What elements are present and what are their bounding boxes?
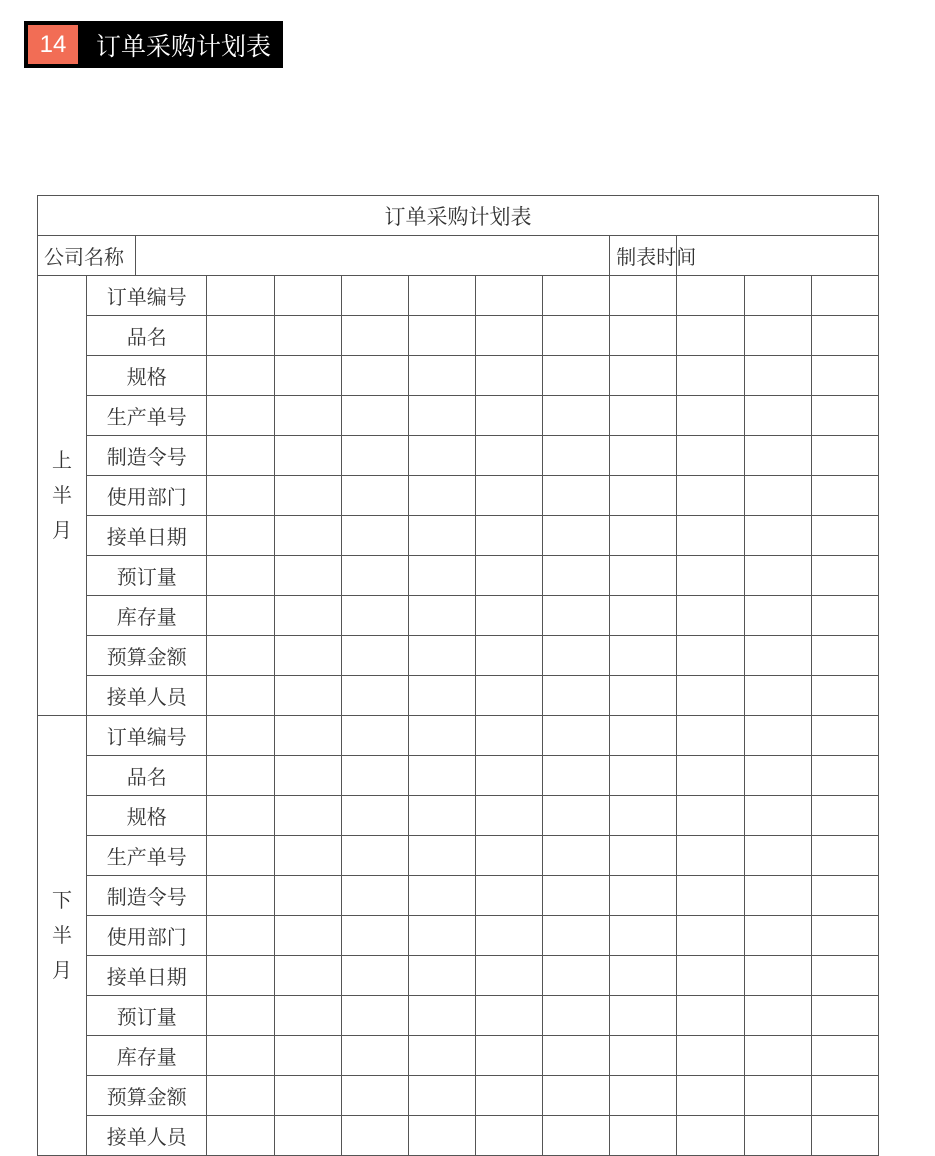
data-cell[interactable] bbox=[475, 636, 542, 676]
data-cell[interactable] bbox=[811, 516, 878, 556]
data-cell[interactable] bbox=[610, 796, 677, 836]
data-cell[interactable] bbox=[543, 716, 610, 756]
data-cell[interactable] bbox=[677, 796, 744, 836]
data-cell[interactable] bbox=[744, 556, 811, 596]
data-cell[interactable] bbox=[408, 676, 475, 716]
data-cell[interactable] bbox=[744, 1116, 811, 1156]
data-cell[interactable] bbox=[744, 276, 811, 316]
data-cell[interactable] bbox=[341, 356, 408, 396]
data-cell[interactable] bbox=[610, 676, 677, 716]
data-cell[interactable] bbox=[274, 756, 341, 796]
data-cell[interactable] bbox=[341, 596, 408, 636]
data-cell[interactable] bbox=[274, 476, 341, 516]
data-cell[interactable] bbox=[408, 1036, 475, 1076]
data-cell[interactable] bbox=[811, 956, 878, 996]
first-half-label: 上半月 bbox=[52, 448, 73, 542]
data-cell[interactable] bbox=[341, 436, 408, 476]
data-cell[interactable] bbox=[744, 916, 811, 956]
data-cell[interactable] bbox=[610, 636, 677, 676]
data-cell[interactable] bbox=[341, 756, 408, 796]
data-cell[interactable] bbox=[543, 956, 610, 996]
data-cell[interactable] bbox=[207, 836, 274, 876]
data-cell[interactable] bbox=[475, 956, 542, 996]
table-title: 订单采购计划表 bbox=[38, 196, 879, 236]
data-cell[interactable] bbox=[811, 1076, 878, 1116]
data-cell[interactable] bbox=[475, 716, 542, 756]
data-cell[interactable] bbox=[543, 276, 610, 316]
second-half-row bbox=[38, 796, 879, 836]
data-cell[interactable] bbox=[811, 276, 878, 316]
data-cell[interactable] bbox=[811, 796, 878, 836]
section-header bbox=[24, 21, 283, 68]
data-cell[interactable] bbox=[475, 596, 542, 636]
data-cell[interactable] bbox=[744, 876, 811, 916]
data-cell[interactable] bbox=[207, 756, 274, 796]
data-cell[interactable] bbox=[610, 476, 677, 516]
data-cell[interactable] bbox=[543, 996, 610, 1036]
data-cell[interactable] bbox=[677, 396, 744, 436]
data-cell[interactable] bbox=[408, 876, 475, 916]
data-cell[interactable] bbox=[475, 996, 542, 1036]
data-cell[interactable] bbox=[274, 1036, 341, 1076]
data-cell[interactable] bbox=[811, 676, 878, 716]
first-half-row bbox=[38, 596, 879, 636]
field-label: 品名 bbox=[87, 756, 207, 796]
title-row bbox=[38, 196, 879, 236]
data-cell[interactable] bbox=[677, 916, 744, 956]
field-label: 预订量 bbox=[87, 996, 207, 1036]
data-cell[interactable] bbox=[811, 356, 878, 396]
second-half-row bbox=[38, 1076, 879, 1116]
data-cell[interactable] bbox=[811, 636, 878, 676]
first-half-row bbox=[38, 436, 879, 476]
data-cell[interactable] bbox=[543, 836, 610, 876]
first-half-row bbox=[38, 636, 879, 676]
first-half-row bbox=[38, 316, 879, 356]
data-cell[interactable] bbox=[543, 1036, 610, 1076]
data-cell[interactable] bbox=[811, 436, 878, 476]
field-label: 生产单号 bbox=[87, 396, 207, 436]
data-cell[interactable] bbox=[610, 1036, 677, 1076]
data-cell[interactable] bbox=[207, 956, 274, 996]
data-cell[interactable] bbox=[274, 436, 341, 476]
field-label: 订单编号 bbox=[87, 276, 207, 316]
data-cell[interactable] bbox=[677, 716, 744, 756]
data-cell[interactable] bbox=[677, 1076, 744, 1116]
data-cell[interactable] bbox=[408, 756, 475, 796]
data-cell[interactable] bbox=[341, 1116, 408, 1156]
first-half-row bbox=[38, 676, 879, 716]
data-cell[interactable] bbox=[341, 556, 408, 596]
data-cell[interactable] bbox=[408, 396, 475, 436]
field-label: 使用部门 bbox=[87, 916, 207, 956]
data-cell[interactable] bbox=[475, 316, 542, 356]
data-cell[interactable] bbox=[274, 676, 341, 716]
data-cell[interactable] bbox=[341, 716, 408, 756]
first-half-label-cell bbox=[38, 276, 87, 716]
data-cell[interactable] bbox=[811, 756, 878, 796]
first-half-row bbox=[38, 276, 879, 316]
data-cell[interactable] bbox=[475, 836, 542, 876]
data-cell[interactable] bbox=[744, 436, 811, 476]
data-cell[interactable] bbox=[677, 756, 744, 796]
data-cell[interactable] bbox=[341, 396, 408, 436]
data-cell[interactable] bbox=[744, 716, 811, 756]
data-cell[interactable] bbox=[207, 396, 274, 436]
data-cell[interactable] bbox=[408, 636, 475, 676]
data-cell[interactable] bbox=[744, 1076, 811, 1116]
second-half-label-cell bbox=[38, 716, 87, 1156]
data-cell[interactable] bbox=[341, 876, 408, 916]
company-name-cell[interactable] bbox=[136, 236, 610, 276]
field-label: 使用部门 bbox=[87, 476, 207, 516]
data-cell[interactable] bbox=[811, 556, 878, 596]
second-half-row bbox=[38, 836, 879, 876]
data-cell[interactable] bbox=[744, 1036, 811, 1076]
data-cell[interactable] bbox=[811, 476, 878, 516]
data-cell[interactable] bbox=[677, 836, 744, 876]
data-cell[interactable] bbox=[207, 1036, 274, 1076]
data-cell[interactable] bbox=[408, 476, 475, 516]
data-cell[interactable] bbox=[610, 716, 677, 756]
data-cell[interactable] bbox=[811, 396, 878, 436]
data-cell[interactable] bbox=[677, 996, 744, 1036]
data-cell[interactable] bbox=[408, 356, 475, 396]
data-cell[interactable] bbox=[677, 516, 744, 556]
data-cell[interactable] bbox=[677, 556, 744, 596]
field-label: 接单人员 bbox=[87, 676, 207, 716]
data-cell[interactable] bbox=[341, 516, 408, 556]
data-cell[interactable] bbox=[274, 836, 341, 876]
field-label: 预订量 bbox=[87, 556, 207, 596]
data-cell[interactable] bbox=[543, 676, 610, 716]
second-half-row bbox=[38, 716, 879, 756]
data-cell[interactable] bbox=[475, 676, 542, 716]
data-cell[interactable] bbox=[341, 1036, 408, 1076]
data-cell[interactable] bbox=[610, 396, 677, 436]
data-cell[interactable] bbox=[207, 636, 274, 676]
data-cell[interactable] bbox=[543, 796, 610, 836]
data-cell[interactable] bbox=[543, 436, 610, 476]
info-row bbox=[38, 236, 879, 276]
data-cell[interactable] bbox=[207, 1076, 274, 1116]
data-cell[interactable] bbox=[408, 716, 475, 756]
data-cell[interactable] bbox=[744, 316, 811, 356]
data-cell[interactable] bbox=[341, 316, 408, 356]
data-cell[interactable] bbox=[274, 596, 341, 636]
data-cell[interactable] bbox=[207, 876, 274, 916]
data-cell[interactable] bbox=[811, 596, 878, 636]
data-cell[interactable] bbox=[543, 596, 610, 636]
data-cell[interactable] bbox=[744, 836, 811, 876]
data-cell[interactable] bbox=[274, 716, 341, 756]
data-cell[interactable] bbox=[207, 596, 274, 636]
data-cell[interactable] bbox=[543, 396, 610, 436]
data-cell[interactable] bbox=[677, 596, 744, 636]
second-half-label: 下半月 bbox=[52, 888, 73, 982]
data-cell[interactable] bbox=[811, 996, 878, 1036]
first-half-row bbox=[38, 516, 879, 556]
data-cell[interactable] bbox=[610, 876, 677, 916]
data-cell[interactable] bbox=[408, 1076, 475, 1116]
field-label: 规格 bbox=[87, 356, 207, 396]
data-cell[interactable] bbox=[207, 356, 274, 396]
data-cell[interactable] bbox=[408, 1116, 475, 1156]
field-label: 接单人员 bbox=[87, 1116, 207, 1156]
data-cell[interactable] bbox=[475, 356, 542, 396]
field-label: 预算金额 bbox=[87, 1076, 207, 1116]
order-purchase-plan-table bbox=[37, 195, 879, 1156]
data-cell[interactable] bbox=[543, 1116, 610, 1156]
data-cell[interactable] bbox=[610, 956, 677, 996]
data-cell[interactable] bbox=[274, 516, 341, 556]
data-cell[interactable] bbox=[274, 396, 341, 436]
data-cell[interactable] bbox=[475, 756, 542, 796]
data-cell[interactable] bbox=[543, 636, 610, 676]
data-cell[interactable] bbox=[744, 996, 811, 1036]
field-label: 制造令号 bbox=[87, 436, 207, 476]
data-cell[interactable] bbox=[811, 716, 878, 756]
second-half-row bbox=[38, 916, 879, 956]
data-cell[interactable] bbox=[341, 996, 408, 1036]
data-cell[interactable] bbox=[408, 596, 475, 636]
data-cell[interactable] bbox=[475, 1076, 542, 1116]
data-cell[interactable] bbox=[408, 276, 475, 316]
data-cell[interactable] bbox=[274, 876, 341, 916]
field-label: 库存量 bbox=[87, 1036, 207, 1076]
data-cell[interactable] bbox=[274, 356, 341, 396]
data-cell[interactable] bbox=[543, 556, 610, 596]
data-cell[interactable] bbox=[610, 1076, 677, 1116]
data-cell[interactable] bbox=[677, 356, 744, 396]
data-cell[interactable] bbox=[744, 516, 811, 556]
data-cell[interactable] bbox=[610, 316, 677, 356]
data-cell[interactable] bbox=[543, 756, 610, 796]
data-cell[interactable] bbox=[274, 796, 341, 836]
data-cell[interactable] bbox=[341, 796, 408, 836]
data-cell[interactable] bbox=[475, 916, 542, 956]
data-cell[interactable] bbox=[677, 636, 744, 676]
data-cell[interactable] bbox=[408, 796, 475, 836]
data-cell[interactable] bbox=[610, 556, 677, 596]
data-cell[interactable] bbox=[744, 596, 811, 636]
data-cell[interactable] bbox=[207, 676, 274, 716]
data-cell[interactable] bbox=[610, 276, 677, 316]
second-half-row bbox=[38, 756, 879, 796]
data-cell[interactable] bbox=[543, 876, 610, 916]
first-half-row bbox=[38, 396, 879, 436]
data-cell[interactable] bbox=[475, 1116, 542, 1156]
data-cell[interactable] bbox=[811, 876, 878, 916]
data-cell[interactable] bbox=[408, 956, 475, 996]
data-cell[interactable] bbox=[207, 316, 274, 356]
first-half-row bbox=[38, 476, 879, 516]
company-name-label: 公司名称 bbox=[38, 236, 136, 276]
data-cell[interactable] bbox=[408, 996, 475, 1036]
data-cell[interactable] bbox=[341, 676, 408, 716]
second-half-row bbox=[38, 996, 879, 1036]
data-cell[interactable] bbox=[475, 396, 542, 436]
data-cell[interactable] bbox=[677, 876, 744, 916]
data-cell[interactable] bbox=[744, 956, 811, 996]
data-cell[interactable] bbox=[341, 1076, 408, 1116]
data-cell[interactable] bbox=[543, 916, 610, 956]
data-cell[interactable] bbox=[543, 316, 610, 356]
data-cell[interactable] bbox=[341, 836, 408, 876]
data-cell[interactable] bbox=[408, 316, 475, 356]
data-cell[interactable] bbox=[811, 836, 878, 876]
data-cell[interactable] bbox=[610, 756, 677, 796]
field-label: 库存量 bbox=[87, 596, 207, 636]
first-half-row bbox=[38, 556, 879, 596]
data-cell[interactable] bbox=[744, 476, 811, 516]
date-label: 制表时间 bbox=[610, 236, 677, 276]
data-cell[interactable] bbox=[408, 836, 475, 876]
data-cell[interactable] bbox=[744, 796, 811, 836]
field-label: 订单编号 bbox=[87, 716, 207, 756]
data-cell[interactable] bbox=[341, 276, 408, 316]
data-cell[interactable] bbox=[475, 876, 542, 916]
data-cell[interactable] bbox=[207, 436, 274, 476]
data-cell[interactable] bbox=[744, 396, 811, 436]
data-cell[interactable] bbox=[207, 996, 274, 1036]
data-cell[interactable] bbox=[610, 596, 677, 636]
data-cell[interactable] bbox=[677, 276, 744, 316]
data-cell[interactable] bbox=[408, 516, 475, 556]
data-cell[interactable] bbox=[274, 996, 341, 1036]
data-cell[interactable] bbox=[744, 356, 811, 396]
field-label: 规格 bbox=[87, 796, 207, 836]
data-cell[interactable] bbox=[610, 1116, 677, 1156]
data-cell[interactable] bbox=[408, 556, 475, 596]
data-cell[interactable] bbox=[475, 436, 542, 476]
data-cell[interactable] bbox=[744, 676, 811, 716]
data-cell[interactable] bbox=[274, 1116, 341, 1156]
data-cell[interactable] bbox=[341, 956, 408, 996]
field-label: 生产单号 bbox=[87, 836, 207, 876]
data-cell[interactable] bbox=[811, 916, 878, 956]
data-cell[interactable] bbox=[475, 556, 542, 596]
data-cell[interactable] bbox=[475, 1036, 542, 1076]
data-cell[interactable] bbox=[677, 1116, 744, 1156]
data-cell[interactable] bbox=[207, 276, 274, 316]
data-cell[interactable] bbox=[274, 956, 341, 996]
data-cell[interactable] bbox=[274, 916, 341, 956]
second-half-row bbox=[38, 876, 879, 916]
data-cell[interactable] bbox=[207, 796, 274, 836]
data-cell[interactable] bbox=[207, 916, 274, 956]
data-cell[interactable] bbox=[744, 636, 811, 676]
second-half-row bbox=[38, 1036, 879, 1076]
second-half-row bbox=[38, 956, 879, 996]
data-cell[interactable] bbox=[543, 516, 610, 556]
date-cell[interactable] bbox=[677, 236, 879, 276]
data-cell[interactable] bbox=[475, 276, 542, 316]
field-label: 品名 bbox=[87, 316, 207, 356]
field-label: 制造令号 bbox=[87, 876, 207, 916]
data-cell[interactable] bbox=[207, 516, 274, 556]
data-cell[interactable] bbox=[207, 476, 274, 516]
data-cell[interactable] bbox=[677, 956, 744, 996]
data-cell[interactable] bbox=[677, 316, 744, 356]
data-cell[interactable] bbox=[475, 476, 542, 516]
second-half-row bbox=[38, 1116, 879, 1156]
data-cell[interactable] bbox=[341, 636, 408, 676]
data-cell[interactable] bbox=[610, 916, 677, 956]
data-cell[interactable] bbox=[543, 1076, 610, 1116]
data-cell[interactable] bbox=[677, 676, 744, 716]
data-cell[interactable] bbox=[610, 436, 677, 476]
data-cell[interactable] bbox=[677, 476, 744, 516]
data-cell[interactable] bbox=[475, 796, 542, 836]
data-cell[interactable] bbox=[744, 756, 811, 796]
section-number-badge: 14 bbox=[28, 25, 78, 64]
first-half-row bbox=[38, 356, 879, 396]
data-cell[interactable] bbox=[543, 476, 610, 516]
data-cell[interactable] bbox=[207, 716, 274, 756]
data-cell[interactable] bbox=[207, 1116, 274, 1156]
data-cell[interactable] bbox=[610, 356, 677, 396]
data-cell[interactable] bbox=[274, 1076, 341, 1116]
field-label: 预算金额 bbox=[87, 636, 207, 676]
data-cell[interactable] bbox=[274, 556, 341, 596]
data-cell[interactable] bbox=[274, 636, 341, 676]
field-label: 接单日期 bbox=[87, 516, 207, 556]
data-cell[interactable] bbox=[341, 476, 408, 516]
data-cell[interactable] bbox=[677, 1036, 744, 1076]
data-cell[interactable] bbox=[341, 916, 408, 956]
data-cell[interactable] bbox=[274, 276, 341, 316]
data-cell[interactable] bbox=[610, 996, 677, 1036]
section-title: 订单采购计划表 bbox=[96, 31, 272, 61]
data-cell[interactable] bbox=[677, 436, 744, 476]
data-cell[interactable] bbox=[811, 1116, 878, 1156]
data-cell[interactable] bbox=[811, 1036, 878, 1076]
field-label: 接单日期 bbox=[87, 956, 207, 996]
data-cell[interactable] bbox=[274, 316, 341, 356]
data-cell[interactable] bbox=[408, 436, 475, 476]
data-cell[interactable] bbox=[543, 356, 610, 396]
data-cell[interactable] bbox=[475, 516, 542, 556]
data-cell[interactable] bbox=[610, 836, 677, 876]
data-cell[interactable] bbox=[811, 316, 878, 356]
data-cell[interactable] bbox=[610, 516, 677, 556]
data-cell[interactable] bbox=[408, 916, 475, 956]
data-cell[interactable] bbox=[207, 556, 274, 596]
